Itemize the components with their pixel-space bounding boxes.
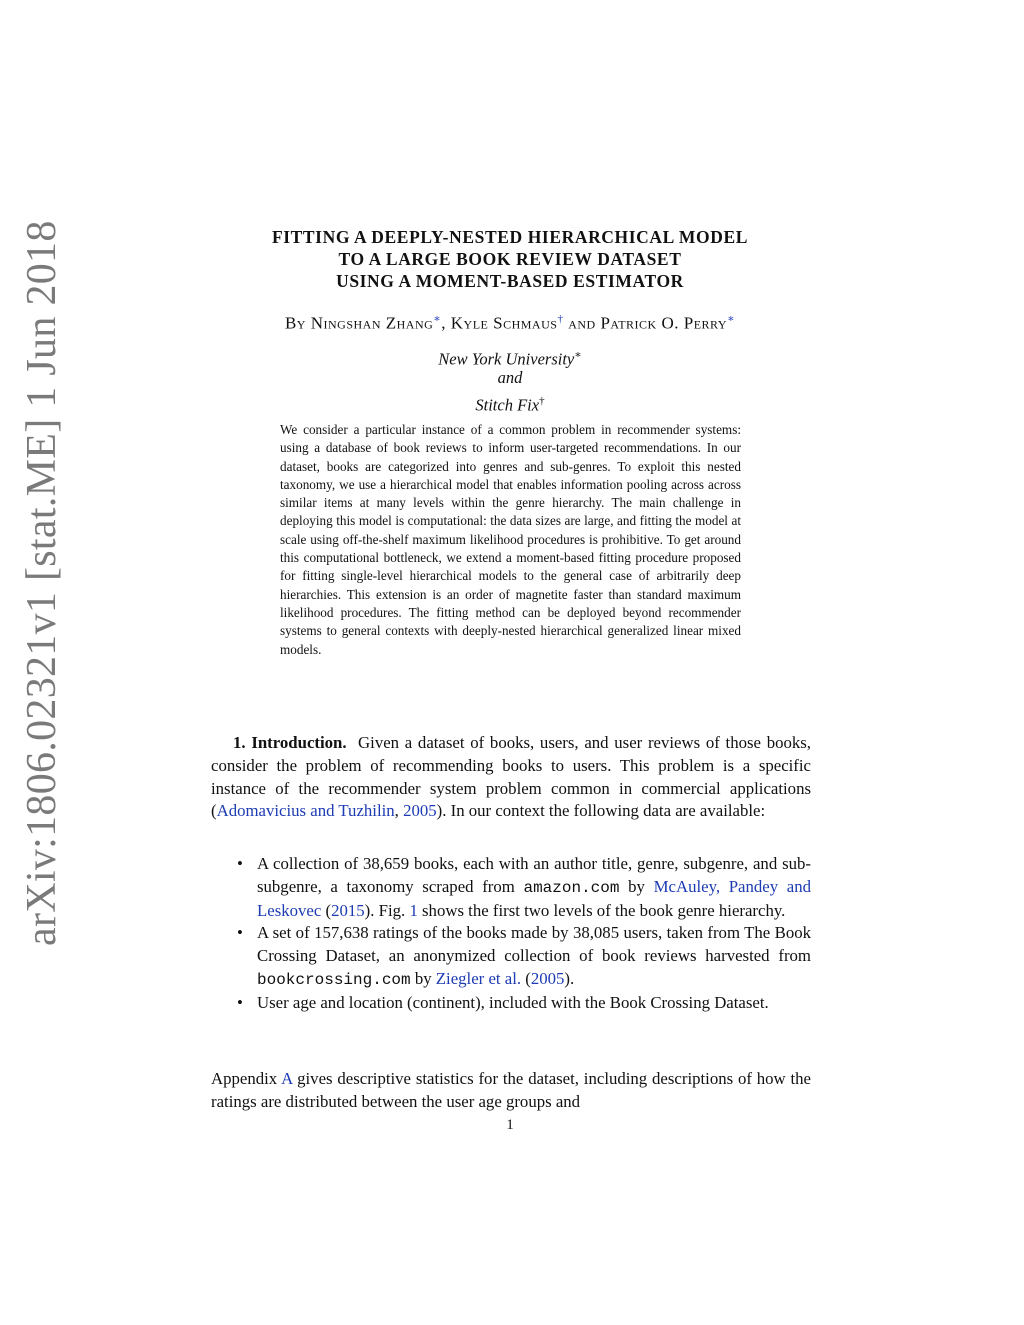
bullet-3-text: User age and location (continent), included with the Book Crossing Dataset. (257, 992, 769, 1012)
citation-adomavicius-year[interactable]: 2005 (403, 801, 437, 821)
bookcrossing-url: bookcrossing.com (257, 970, 411, 989)
abstract: We consider a particular instance of a common problem in recommender systems: using a database of book reviews to inform user-targeted recommendations. In our dataset, books are categorized into genres and sub-genres. To exploit this nested taxonomy, we use a hierarchical model that enables information pooling across across similar items at many levels within the genre hierarchy. The main challenge in deploying this model is computational: the data sizes are large, and fitting the model at scale using off-the-shelf maximum likelihood procedures is prohibitive. To get around this computational bottleneck, we extend a moment-based fitting procedure proposed for fitting single-level hierarchical models to the general case of arbitrarily deep hierarchies. This extension is an order of magnetite faster than standard maximum likelihood procedures. The fitting method can be deployed beyond recommender systems to general contexts with deeply-nested hierarchical generalized linear mixed models. (280, 422, 741, 657)
closing-pre: Appendix (211, 1069, 282, 1088)
author-perry-mark[interactable]: ∗ (727, 313, 736, 325)
bullet-1-text: A collection of 38,659 books, each with an author title, genre, subgenre, and sub-subgenre, a taxonomy scraped from (257, 854, 811, 896)
intro-text-a: Given a dataset of books, users, and user reviews of those books, consider the problem of recommending books to users. This problem is a specific instance of the recommender system problem common in commercial applications ( (211, 733, 811, 821)
author-zhang: Ningshan Zhang (310, 313, 434, 333)
affiliation-nyu-name: New York University (438, 349, 575, 369)
bullet-2-text: A set of 157,638 ratings of the books made by 38,085 users, taken from The Book Crossing Dataset, an anonymized collection of book reviews harvested from (257, 923, 811, 966)
bullet-1-mid: ). Fig. (364, 900, 410, 920)
bullet-1-post: shows the first two levels of the book genre hierarchy. (417, 900, 786, 920)
bullet-1-by: by (619, 876, 654, 896)
bullet-icon: • (237, 992, 243, 1012)
title-line-2: TO A LARGE BOOK REVIEW DATASET (338, 249, 682, 269)
citation-adomavicius[interactable]: Adomavicius and Tuzhilin (216, 801, 395, 821)
author-zhang-mark[interactable]: ∗ (433, 313, 442, 325)
section-number: 1. (233, 733, 246, 752)
author-separator: , (441, 313, 451, 333)
author-perry: Patrick O. Perry (600, 313, 728, 333)
list-item (211, 853, 811, 922)
arxiv-identifier: arXiv:1806.02321v1 [stat.ME] 1 Jun 2018 (19, 220, 65, 946)
list-item (211, 992, 811, 1015)
citation-separator: , (394, 801, 404, 821)
affiliation-nyu-mark: ∗ (574, 349, 582, 361)
bullet-icon: • (237, 854, 243, 873)
section-title: Introduction. (251, 733, 347, 752)
bullet-icon: • (237, 923, 243, 943)
affiliation-stitchfix-name: Stitch Fix (475, 395, 540, 415)
closing-post: gives descriptive statistics for the dataset, including descriptions of how the ratings are distributed between the user age groups and (211, 1069, 811, 1111)
author-schmaus-mark[interactable]: † (557, 313, 564, 325)
by-label: By (284, 313, 306, 333)
citation-mcauley[interactable]: McAuley, Pandey and Leskovec (257, 876, 811, 920)
title-line-3: USING A MOMENT-BASED ESTIMATOR (336, 271, 684, 291)
author-list (210, 312, 810, 334)
appendix-a-link[interactable]: A (281, 1069, 293, 1088)
citation-ziegler[interactable]: Ziegler et al. (435, 968, 522, 988)
affiliation-and: and (497, 368, 523, 387)
data-bullet-list (211, 853, 811, 1015)
bullet-1-open: ( (321, 900, 332, 920)
citation-ziegler-year[interactable]: 2005 (530, 968, 565, 988)
bullet-2-open: ( (521, 968, 531, 988)
list-item (211, 922, 811, 991)
title-line-1: FITTING A DEEPLY-NESTED HIERARCHICAL MODEL (271, 227, 749, 247)
closing-paragraph (211, 1068, 811, 1114)
paper-title (210, 226, 810, 292)
affiliation-stitchfix (210, 390, 810, 417)
page-number: 1 (506, 1117, 514, 1133)
bullet-2-post: ). (564, 968, 575, 988)
figure-1-link[interactable]: 1 (409, 900, 418, 920)
affiliation-stitchfix-mark: † (539, 395, 545, 407)
intro-text-b: ). In our context the following data are available: (436, 801, 766, 821)
bullet-2-by: by (410, 968, 436, 988)
introduction-paragraph (211, 732, 811, 823)
citation-mcauley-year[interactable]: 2015 (331, 900, 365, 920)
author-schmaus: Kyle Schmaus (450, 313, 558, 333)
amazon-url: amazon.com (523, 878, 620, 897)
author-and: and (563, 313, 601, 333)
